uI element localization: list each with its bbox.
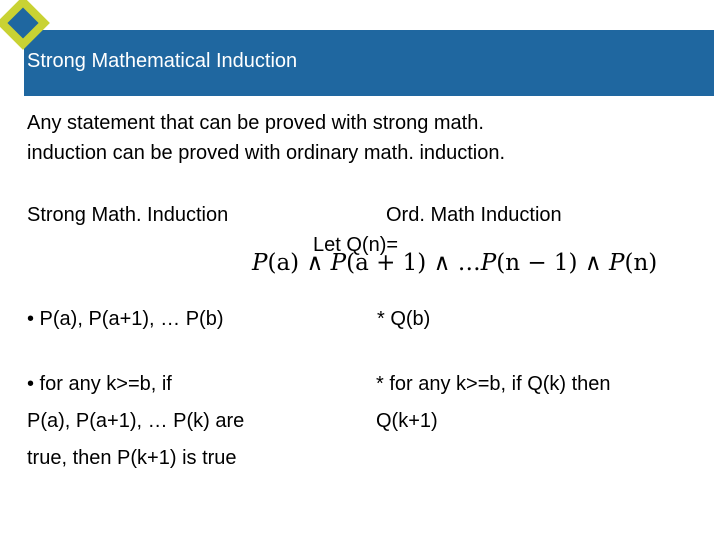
formula-p4: P <box>608 250 625 276</box>
left-bullet-2-line-3: true, then P(k+1) is true <box>27 447 237 469</box>
left-bullet-2 <box>27 366 244 477</box>
formula-p1: P <box>252 250 268 276</box>
right-bullet-2-line-1: * for any k>=b, if Q(k) then <box>376 373 611 395</box>
formula-arg2: (a + 1) ∧ … <box>346 250 481 276</box>
left-column-heading: Strong Math. Induction <box>27 204 229 226</box>
intro-line-2: induction can be proved with ordinary math. induction. <box>27 142 506 164</box>
right-bullet-2-line-2: Q(k+1) <box>376 410 438 432</box>
left-bullet-1: • P(a), P(a+1), … P(b) <box>27 308 224 330</box>
intro-text <box>27 108 667 168</box>
right-bullet-2 <box>376 366 611 440</box>
formula-arg4: (n) <box>624 250 658 276</box>
q-definition-formula <box>252 250 657 276</box>
formula-p3: P <box>480 250 497 276</box>
formula-p2: P <box>330 250 347 276</box>
intro-line-1: Any statement that can be proved with strong math. <box>27 112 484 134</box>
right-bullet-1: * Q(b) <box>377 308 431 330</box>
slide-title: Strong Mathematical Induction <box>27 50 298 72</box>
left-bullet-2-line-2: P(a), P(a+1), … P(k) are <box>27 410 245 432</box>
formula-arg3: (n − 1) ∧ <box>496 250 609 276</box>
formula-arg1: (a) ∧ <box>267 250 331 276</box>
let-q-label: Let Q(n)= <box>313 234 399 256</box>
right-column-heading: Ord. Math Induction <box>386 204 562 226</box>
left-bullet-2-line-1: • for any k>=b, if <box>27 373 172 395</box>
